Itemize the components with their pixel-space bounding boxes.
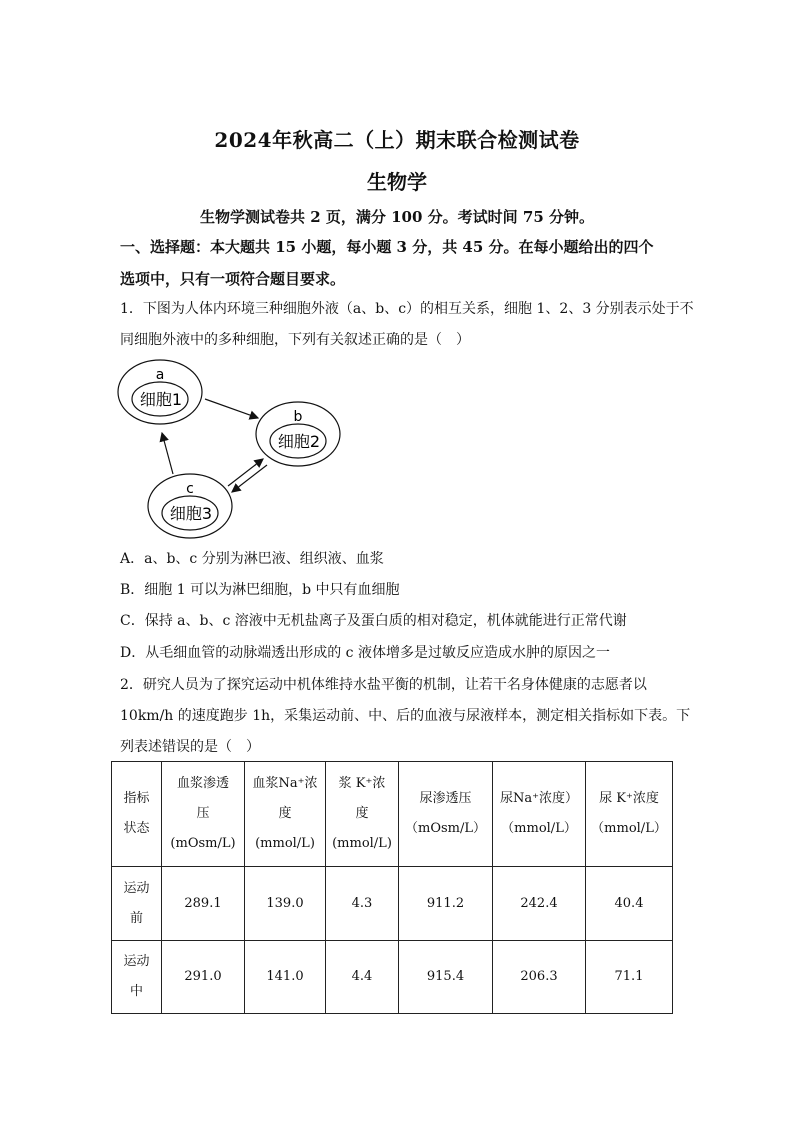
arrow-c-to-a [162, 433, 173, 474]
header-urine-na [493, 762, 586, 867]
header-unit: （mmol/L） [501, 821, 577, 836]
header-plasma-na [245, 762, 326, 867]
q2-stem-line2: 10km/h 的速度跑步 1h，采集运动前、中、后的血液与尿液样本，测定相关指标如下表。下 [120, 708, 691, 724]
state-label: 运动 [123, 880, 150, 896]
state-label: 运动 [123, 954, 150, 969]
body-fluid-diagram [110, 355, 350, 545]
header-unit: (mmol/L) [255, 836, 315, 851]
header-unit: （mmol/L） [591, 821, 667, 836]
header-unit: （mOsm/L） [405, 821, 486, 836]
fluid-c-label: c [186, 481, 194, 497]
q1-stem-line1: 1．下图为人体内环境三种细胞外液（a、b、c）的相互关系，细胞 1、2、3 分别表示处于不 [120, 301, 694, 317]
q1-stem-line2: 同细胞外液中的多种细胞，下列有关叙述正确的是（ ） [120, 332, 470, 348]
header-text: 浆 K⁺浓 [338, 776, 386, 791]
table-cell: 139.0 [245, 867, 326, 941]
table-cell: 4.4 [326, 941, 399, 1014]
header-urine-k [586, 762, 673, 867]
state-label: 中 [129, 984, 143, 999]
table-cell: 71.1 [586, 941, 673, 1014]
subject-title: 生物学 [367, 170, 427, 194]
table-header-row [112, 762, 673, 867]
header-plasma-k [326, 762, 399, 867]
table-cell: 206.3 [493, 941, 586, 1014]
cell-2-label: 细胞2 [277, 432, 321, 451]
exam-info: 生物学测试卷共 2 页，满分 100 分。考试时间 75 分钟。 [200, 208, 594, 226]
q2-stem-line1: 2．研究人员为了探究运动中机体维持水盐平衡的机制，让若干名身体健康的志愿者以 [120, 677, 647, 693]
table-cell: 291.0 [162, 941, 245, 1014]
table-cell: 915.4 [399, 941, 493, 1014]
corner-label-top: 指标 [123, 791, 150, 806]
header-text: 尿渗透压 [419, 791, 472, 806]
state-label: 前 [129, 910, 143, 926]
table-cell: 4.3 [326, 867, 399, 941]
cell-3-label: 细胞3 [169, 504, 213, 523]
table-cell: 242.4 [493, 867, 586, 941]
corner-label-bottom: 状态 [123, 821, 150, 836]
header-text: 血浆Na⁺浓 [252, 776, 318, 791]
header-text: 压 [196, 806, 210, 821]
q1-option-a: A．a、b、c 分别为淋巴液、组织液、血浆 [120, 551, 384, 567]
fluid-a-label: a [155, 367, 165, 383]
header-unit: (mmol/L) [332, 836, 392, 851]
cell-1-label: 细胞1 [139, 390, 183, 409]
exam-title: 2024年秋高二（上）期末联合检测试卷 [214, 128, 580, 152]
header-plasma-osmotic [162, 762, 245, 867]
header-text: 尿 K⁺浓度 [599, 791, 659, 806]
table-cell: 289.1 [162, 867, 245, 941]
header-unit: (mOsm/L) [170, 836, 236, 851]
q1-option-c: C．保持 a、b、c 溶液中无机盐离子及蛋白质的相对稳定，机体就能进行正常代谢 [120, 613, 627, 629]
fluid-b-label: b [293, 409, 303, 425]
table-cell: 40.4 [586, 867, 673, 941]
header-urine-osmotic [399, 762, 493, 867]
arrow-a-to-b [205, 399, 258, 418]
row-state-cell [112, 867, 162, 941]
table-cell: 141.0 [245, 941, 326, 1014]
section-heading-line1: 一、选择题：本大题共 15 小题，每小题 3 分，共 45 分。在每小题给出的四个 [120, 238, 654, 256]
table-row [112, 941, 673, 1014]
header-text: 尿Na⁺浓度） [500, 791, 578, 806]
q1-option-b: B．细胞 1 可以为淋巴细胞，b 中只有血细胞 [120, 582, 400, 598]
q1-option-d: D．从毛细血管的动脉端透出形成的 c 液体增多是过敏反应造成水肿的原因之一 [120, 645, 610, 661]
table-cell: 911.2 [399, 867, 493, 941]
section-heading-line2: 选项中，只有一项符合题目要求。 [120, 270, 346, 288]
header-text: 度 [278, 806, 292, 821]
header-text: 血浆渗透 [176, 776, 229, 791]
q2-data-table [111, 761, 673, 1014]
row-state-cell [112, 941, 162, 1014]
table-corner-cell [112, 762, 162, 867]
header-text: 度 [355, 806, 369, 821]
q2-stem-line3: 列表述错误的是（ ） [120, 739, 260, 755]
table-row [112, 867, 673, 941]
